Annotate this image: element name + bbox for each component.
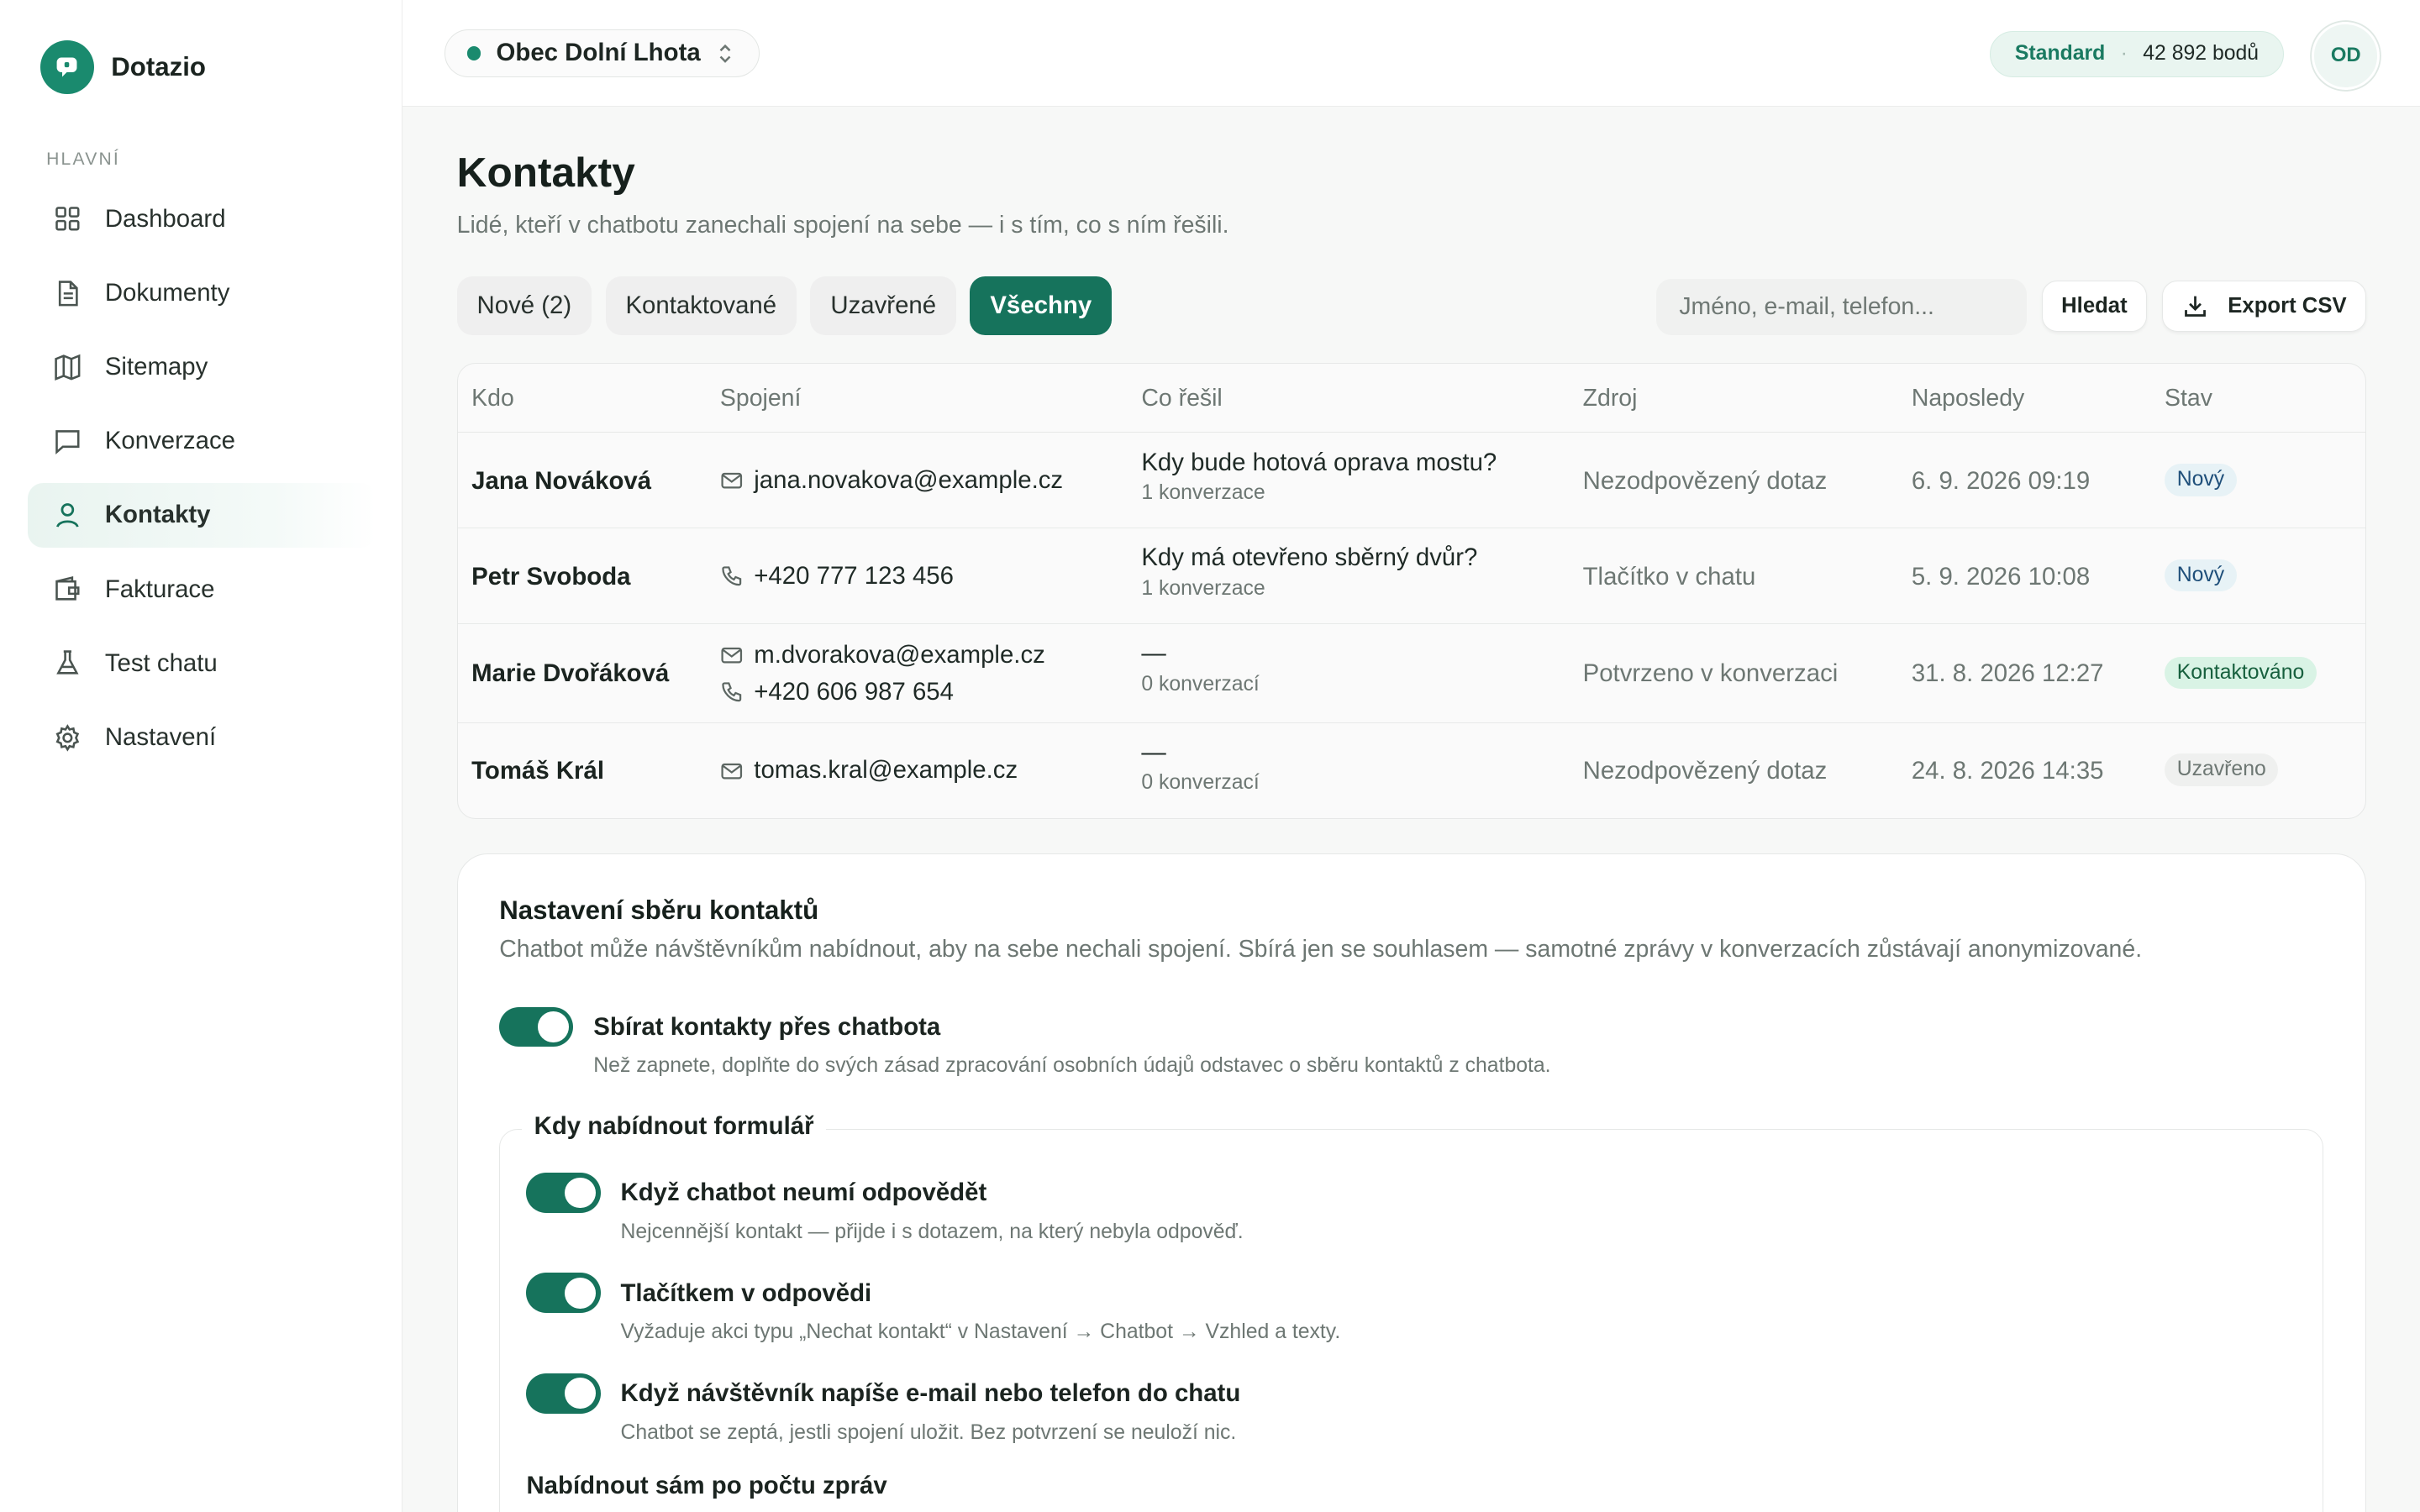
offer-when-no-answer-hint: Nejcennější kontakt — přijde i s dotazem, na který nebyla odpověď. bbox=[620, 1220, 1244, 1243]
org-name: Obec Dolní Lhota bbox=[496, 39, 701, 67]
contact-email: m.dvorakova@example.cz bbox=[754, 640, 1045, 669]
topic-text: — bbox=[1141, 738, 1166, 766]
offer-detected-contact-toggle[interactable] bbox=[526, 1373, 600, 1414]
wallet-icon bbox=[52, 574, 83, 605]
table-row[interactable] bbox=[458, 528, 2365, 624]
tab-kontaktovane[interactable]: Kontaktované bbox=[606, 276, 797, 335]
topic-text: Kdy má otevřeno sběrný dvůr? bbox=[1141, 543, 1478, 572]
column-header-stav[interactable]: Stav bbox=[2165, 385, 2212, 412]
contact-collection-settings bbox=[457, 853, 2366, 1512]
status-badge[interactable] bbox=[2165, 559, 2237, 592]
sidebar-item-label: Dokumenty bbox=[104, 278, 230, 307]
phone-icon bbox=[720, 564, 744, 588]
download-icon bbox=[2181, 292, 2209, 320]
last-contact-date: 6. 9. 2026 09:19 bbox=[1911, 466, 2091, 495]
export-label: Export CSV bbox=[2228, 294, 2347, 318]
table-header bbox=[458, 364, 2365, 433]
table-row[interactable] bbox=[458, 433, 2365, 528]
last-contact-date: 31. 8. 2026 12:27 bbox=[1911, 659, 2104, 688]
contact-email: tomas.kral@example.cz bbox=[754, 756, 1018, 785]
chat-icon bbox=[52, 426, 83, 457]
status-badge[interactable] bbox=[2165, 753, 2278, 786]
contact-channels bbox=[720, 558, 954, 595]
sidebar-item-konverzace[interactable] bbox=[28, 409, 376, 474]
contact-channels bbox=[720, 462, 1063, 499]
offer-form-legend: Kdy nabídnout formulář bbox=[522, 1112, 826, 1141]
filter-tabs bbox=[457, 276, 1112, 335]
phone-line[interactable] bbox=[720, 674, 1045, 711]
grid-icon bbox=[52, 203, 83, 234]
offer-button-toggle[interactable] bbox=[526, 1273, 600, 1313]
source-text: Tlačítko v chatu bbox=[1582, 562, 1756, 591]
sidebar-item-fakturace[interactable] bbox=[28, 557, 376, 622]
document-icon bbox=[52, 278, 83, 309]
topic-cell bbox=[1141, 449, 1497, 506]
source-text: Nezodpovězený dotaz bbox=[1582, 756, 1828, 785]
offer-detected-contact-label: Když návštěvník napíše e-mail nebo telefon do chatu bbox=[620, 1379, 1241, 1408]
topic-text: — bbox=[1141, 639, 1166, 668]
settings-title: Nastavení sběru kontaktů bbox=[499, 895, 819, 926]
collect-contacts-hint: Než zapnete, doplňte do svých zásad zpracování osobních údajů odstavec o sběru kontaktů z chatbota. bbox=[593, 1054, 1551, 1078]
sidebar-nav bbox=[28, 186, 376, 779]
chat-bubble-logo-icon bbox=[40, 40, 94, 94]
offer-form-fieldset bbox=[499, 1112, 2323, 1512]
topic-cell bbox=[1141, 738, 1260, 795]
sidebar-item-label: Konverzace bbox=[104, 427, 235, 455]
column-header-spojeni[interactable]: Spojení bbox=[719, 385, 802, 412]
topic-text: Kdy bude hotová oprava mostu? bbox=[1141, 448, 1497, 476]
map-icon bbox=[52, 352, 83, 383]
status-badge-label: Uzavřeno bbox=[2165, 753, 2278, 786]
conversation-count: 1 konverzace bbox=[1141, 481, 1265, 505]
topic-cell bbox=[1141, 639, 1260, 696]
status-badge[interactable] bbox=[2165, 657, 2317, 690]
tab-vsechny[interactable]: Všechny bbox=[970, 276, 1112, 335]
brand[interactable] bbox=[40, 40, 206, 94]
sidebar-item-nastaveni[interactable] bbox=[28, 705, 376, 769]
table-row[interactable] bbox=[458, 624, 2365, 723]
contact-email: jana.novakova@example.cz bbox=[754, 466, 1064, 495]
plan-badge[interactable] bbox=[1990, 31, 2285, 77]
sidebar-item-label: Kontakty bbox=[104, 501, 211, 529]
sidebar-item-label: Test chatu bbox=[104, 648, 218, 677]
column-header-co-resil[interactable]: Co řešil bbox=[1141, 385, 1223, 412]
status-badge-label: Kontaktováno bbox=[2165, 657, 2317, 690]
plan-separator: · bbox=[2120, 42, 2128, 66]
contact-channels bbox=[720, 752, 1018, 789]
export-csv-button[interactable] bbox=[2162, 281, 2365, 332]
conversation-count: 0 konverzací bbox=[1141, 672, 1260, 696]
app-name: Dotazio bbox=[111, 51, 206, 81]
tab-uzavrene[interactable]: Uzavřené bbox=[810, 276, 955, 335]
nav-section-label: HLAVNÍ bbox=[46, 150, 121, 170]
phone-line[interactable] bbox=[720, 558, 954, 595]
offer-by-message-count-label: Nabídnout sám po počtu zpráv bbox=[526, 1472, 887, 1500]
sidebar-item-label: Fakturace bbox=[104, 575, 215, 603]
flask-icon bbox=[52, 648, 83, 679]
contact-phone: +420 777 123 456 bbox=[754, 562, 954, 591]
email-line[interactable] bbox=[720, 637, 1045, 674]
email-line[interactable] bbox=[720, 462, 1063, 499]
mail-icon bbox=[720, 759, 744, 783]
contact-channels bbox=[720, 637, 1045, 711]
last-contact-date: 24. 8. 2026 14:35 bbox=[1911, 756, 2104, 785]
offer-button-hint: Vyžaduje akci typu „Nechat kontakt“ v Nastavení → Chatbot → Vzhled a texty. bbox=[620, 1320, 1341, 1344]
column-header-naposledy[interactable]: Naposledy bbox=[1911, 385, 2025, 412]
sidebar-item-dokumenty[interactable] bbox=[28, 260, 376, 325]
sidebar bbox=[0, 0, 402, 1512]
sidebar-item-sitemapy[interactable] bbox=[28, 335, 376, 400]
conversation-count: 1 konverzace bbox=[1141, 576, 1265, 600]
user-icon bbox=[52, 500, 83, 531]
gear-icon bbox=[52, 722, 83, 753]
status-badge-label: Nový bbox=[2165, 559, 2237, 592]
collect-contacts-label: Sbírat kontakty přes chatbota bbox=[593, 1012, 941, 1041]
avatar[interactable]: OD bbox=[2312, 22, 2380, 90]
contact-name[interactable]: Petr Svoboda bbox=[471, 562, 631, 591]
topbar bbox=[402, 0, 2420, 107]
sidebar-item-dashboard[interactable] bbox=[28, 186, 376, 251]
chevron-up-down-icon bbox=[716, 43, 734, 65]
source-text: Potvrzeno v konverzaci bbox=[1582, 659, 1839, 688]
contact-name[interactable]: Jana Nováková bbox=[471, 466, 652, 495]
topic-cell bbox=[1141, 543, 1477, 601]
offer-detected-contact-hint: Chatbot se zeptá, jestli spojení uložit. Bez potvrzení se neuloží nic. bbox=[620, 1420, 1237, 1444]
phone-icon bbox=[720, 680, 744, 704]
search-input[interactable] bbox=[1656, 279, 2027, 334]
sidebar-item-label: Sitemapy bbox=[104, 353, 208, 381]
points-balance: 42 892 bodů bbox=[2143, 42, 2260, 66]
sidebar-item-kontakty[interactable] bbox=[28, 483, 376, 548]
plan-name: Standard bbox=[2014, 42, 2106, 66]
sidebar-item-label: Nastavení bbox=[104, 722, 217, 751]
last-contact-date: 5. 9. 2026 10:08 bbox=[1911, 562, 2091, 591]
tab-nove[interactable]: Nové (2) bbox=[457, 276, 592, 335]
column-header-kdo[interactable]: Kdo bbox=[471, 385, 514, 412]
table-row[interactable] bbox=[458, 723, 2365, 819]
conversation-count: 0 konverzací bbox=[1141, 771, 1260, 795]
page-subtitle: Lidé, kteří v chatbotu zanechali spojení na sebe — i s tím, co s ním řešili. bbox=[456, 211, 1229, 239]
offer-when-no-answer-label: Když chatbot neumí odpovědět bbox=[620, 1179, 987, 1207]
contact-name[interactable]: Tomáš Král bbox=[471, 756, 604, 785]
offer-when-no-answer-toggle[interactable] bbox=[526, 1173, 600, 1213]
status-dot-icon bbox=[467, 46, 481, 60]
sidebar-item-test-chatu[interactable] bbox=[28, 631, 376, 696]
column-header-zdroj[interactable]: Zdroj bbox=[1582, 385, 1638, 412]
mail-icon bbox=[720, 469, 744, 492]
page-title: Kontakty bbox=[456, 149, 635, 197]
contact-phone: +420 606 987 654 bbox=[754, 677, 954, 706]
status-badge-label: Nový bbox=[2165, 464, 2237, 496]
sidebar-item-label: Dashboard bbox=[104, 204, 226, 233]
contact-name[interactable]: Marie Dvořáková bbox=[471, 659, 670, 688]
collect-contacts-toggle[interactable] bbox=[499, 1007, 573, 1047]
mail-icon bbox=[720, 643, 744, 667]
search-button[interactable]: Hledat bbox=[2042, 281, 2147, 332]
status-badge[interactable] bbox=[2165, 464, 2237, 496]
offer-button-label: Tlačítkem v odpovědi bbox=[620, 1278, 872, 1307]
settings-description: Chatbot může návštěvníkům nabídnout, aby na sebe nechali spojení. Sbírá jen se souhlasem — samotné zprávy v konverzacích zůstávají anonymizované. bbox=[499, 936, 2143, 963]
email-line[interactable] bbox=[720, 752, 1018, 789]
source-text: Nezodpovězený dotaz bbox=[1582, 466, 1828, 495]
contacts-table bbox=[457, 363, 2366, 820]
org-selector[interactable] bbox=[445, 29, 760, 77]
